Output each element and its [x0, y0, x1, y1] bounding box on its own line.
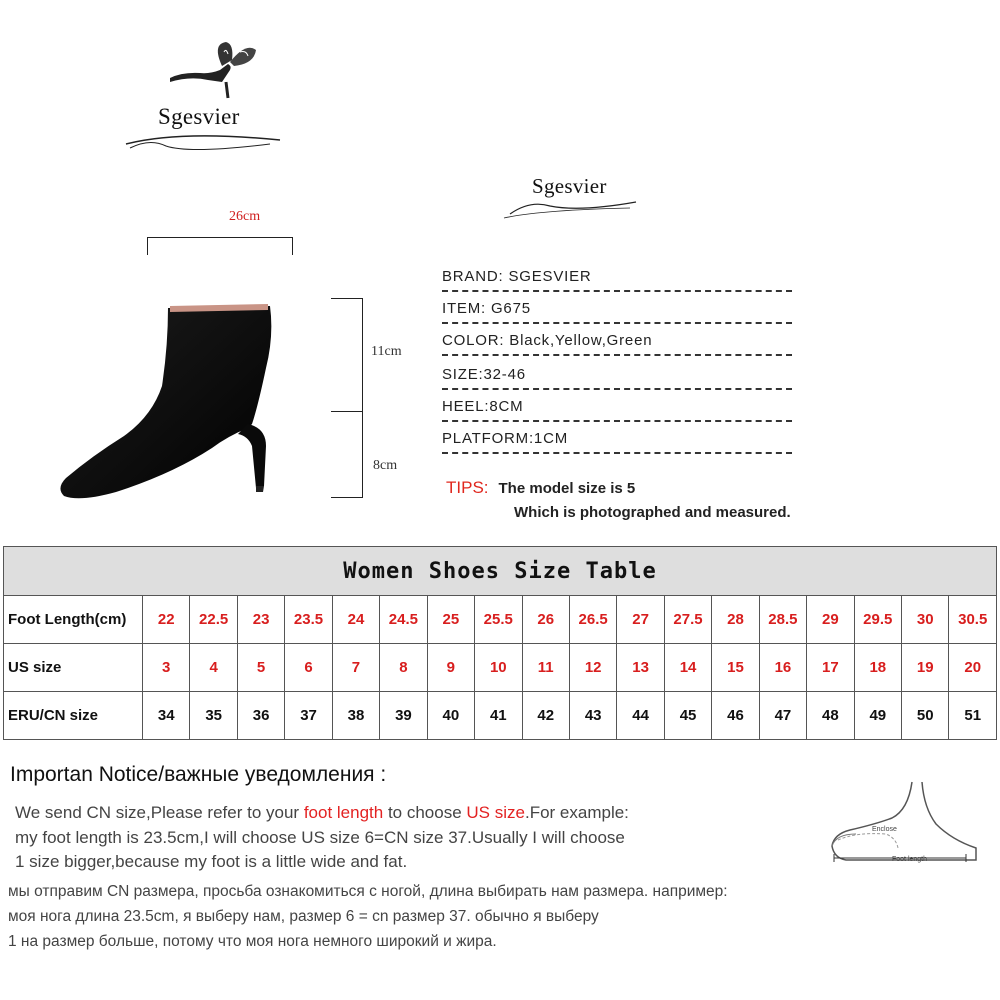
- spec-brand: [442, 268, 792, 292]
- shaft-height-label: 11cm: [371, 344, 402, 359]
- notice-text: We send CN size,Please refer to your: [15, 803, 304, 822]
- table-cell: 27.5: [664, 596, 711, 644]
- tips-text-1: The model size is 5: [498, 480, 636, 497]
- notice-highlight: foot length: [303, 803, 384, 822]
- table-cell: 41: [475, 692, 522, 740]
- shaft-dimension-line: [362, 298, 363, 498]
- table-cell: 5: [237, 644, 284, 692]
- width-measurement-label: 26cm: [229, 209, 261, 224]
- brand-logo-mid: [500, 172, 640, 222]
- table-cell: 11: [522, 644, 569, 692]
- butterfly-shoe-icon: [160, 40, 280, 100]
- notice-text: to choose: [383, 803, 467, 822]
- width-dimension-tick-right: [292, 237, 293, 255]
- table-cell: 3: [143, 644, 190, 692]
- spec-heel: [442, 398, 792, 422]
- table-cell: 22.5: [190, 596, 237, 644]
- table-cell: 4: [190, 644, 237, 692]
- width-dimension-tick-left: [147, 237, 148, 255]
- table-cell: 50: [902, 692, 949, 740]
- swoosh-decoration: [120, 124, 290, 164]
- table-cell: 24.5: [380, 596, 427, 644]
- table-cell: 36: [237, 692, 284, 740]
- table-cell: 48: [807, 692, 854, 740]
- spec-platform: [442, 430, 792, 454]
- table-row-eru-cn-size: [4, 692, 997, 740]
- table-cell: 46: [712, 692, 759, 740]
- shaft-tick-top: [331, 298, 363, 299]
- tips-line-1: [446, 478, 635, 498]
- spec-color: [442, 332, 792, 356]
- table-cell: 30.5: [949, 596, 997, 644]
- table-row-us-size: [4, 644, 997, 692]
- notice-en-line-1: [15, 803, 629, 823]
- spec-text: ITEM: G675: [442, 300, 531, 317]
- table-cell: 25: [427, 596, 474, 644]
- notice-ru-line-1: мы отправим CN размера, просьба ознакомиться с ногой, длина выбирать нам размера. например:: [8, 883, 728, 900]
- table-cell: 18: [854, 644, 901, 692]
- spec-size: [442, 366, 792, 390]
- table-cell: 20: [949, 644, 997, 692]
- notice-en-line-3: 1 size bigger,because my foot is a little wide and fat.: [15, 852, 408, 871]
- dashed-underline: [442, 354, 792, 356]
- table-cell: 19: [902, 644, 949, 692]
- row-label: US size: [4, 644, 143, 692]
- table-cell: 23: [237, 596, 284, 644]
- dashed-underline: [442, 452, 792, 454]
- table-row-foot-length: [4, 596, 997, 644]
- table-cell: 7: [332, 644, 379, 692]
- table-cell: 22: [143, 596, 190, 644]
- table-cell: 13: [617, 644, 664, 692]
- table-cell: 29.5: [854, 596, 901, 644]
- table-cell: 44: [617, 692, 664, 740]
- brand-name-mid: Sgesvier: [532, 174, 607, 198]
- table-cell: 43: [569, 692, 616, 740]
- table-cell: 28: [712, 596, 759, 644]
- brand-logo-top: [120, 40, 290, 160]
- row-label: Foot Length(cm): [4, 596, 143, 644]
- enclose-label: Enclose: [872, 826, 897, 833]
- notice-highlight: US size: [466, 803, 525, 822]
- table-cell: 38: [332, 692, 379, 740]
- tips-text-2: Which is photographed and measured.: [514, 504, 791, 521]
- dashed-underline: [442, 388, 792, 390]
- row-label: ERU/CN size: [4, 692, 143, 740]
- notice-en-line-2: my foot length is 23.5cm,I will choose US size 6=CN size 37.Usually I will choose: [15, 828, 625, 847]
- table-cell: 42: [522, 692, 569, 740]
- table-cell: 17: [807, 644, 854, 692]
- dashed-underline: [442, 290, 792, 292]
- notice-ru-line-3: 1 на размер больше, потому что моя нога немного широкий и жира.: [8, 933, 497, 950]
- table-cell: 37: [285, 692, 332, 740]
- size-table: [3, 546, 997, 740]
- table-cell: 14: [664, 644, 711, 692]
- table-cell: 15: [712, 644, 759, 692]
- spec-text: BRAND: SGESVIER: [442, 268, 592, 285]
- table-cell: 26: [522, 596, 569, 644]
- table-cell: 23.5: [285, 596, 332, 644]
- table-cell: 35: [190, 692, 237, 740]
- foot-diagram: [826, 778, 986, 868]
- spec-text: HEEL:8CM: [442, 398, 524, 415]
- spec-text: PLATFORM:1CM: [442, 430, 568, 447]
- table-cell: 27: [617, 596, 664, 644]
- spec-text: COLOR: Black,Yellow,Green: [442, 332, 653, 349]
- table-cell: 28.5: [759, 596, 806, 644]
- shaft-tick-mid: [331, 411, 363, 412]
- table-cell: 12: [569, 644, 616, 692]
- brand-name-top: Sgesvier: [158, 104, 240, 129]
- notice-text: .For example:: [524, 803, 629, 822]
- dashed-underline: [442, 420, 792, 422]
- table-cell: 39: [380, 692, 427, 740]
- table-cell: 25.5: [475, 596, 522, 644]
- table-cell: 9: [427, 644, 474, 692]
- spec-text: SIZE:32-46: [442, 366, 526, 383]
- table-cell: 10: [475, 644, 522, 692]
- ankle-boot-image: [52, 296, 292, 506]
- table-cell: 6: [285, 644, 332, 692]
- table-cell: 45: [664, 692, 711, 740]
- table-cell: 26.5: [569, 596, 616, 644]
- table-cell: 47: [759, 692, 806, 740]
- swoosh-decoration-mid: [500, 192, 640, 222]
- notice-title: Importan Notice/важные уведомления :: [10, 763, 387, 786]
- table-cell: 29: [807, 596, 854, 644]
- width-dimension-line: [147, 237, 293, 238]
- table-cell: 51: [949, 692, 997, 740]
- table-cell: 16: [759, 644, 806, 692]
- size-table-title: Women Shoes Size Table: [4, 547, 997, 596]
- table-cell: 8: [380, 644, 427, 692]
- foot-outline-icon: [826, 778, 986, 868]
- table-cell: 49: [854, 692, 901, 740]
- dashed-underline: [442, 322, 792, 324]
- spec-item: [442, 300, 792, 324]
- table-cell: 30: [902, 596, 949, 644]
- notice-ru-line-2: моя нога длина 23.5cm, я выберу нам, размер 6 = cn размер 37. обычно я выберу: [8, 908, 599, 925]
- tips-label: TIPS:: [446, 478, 489, 497]
- heel-tick-bottom: [331, 497, 363, 498]
- table-cell: 40: [427, 692, 474, 740]
- foot-length-label: Foot length: [892, 856, 928, 863]
- table-cell: 34: [143, 692, 190, 740]
- table-cell: 24: [332, 596, 379, 644]
- heel-height-label: 8cm: [373, 458, 398, 473]
